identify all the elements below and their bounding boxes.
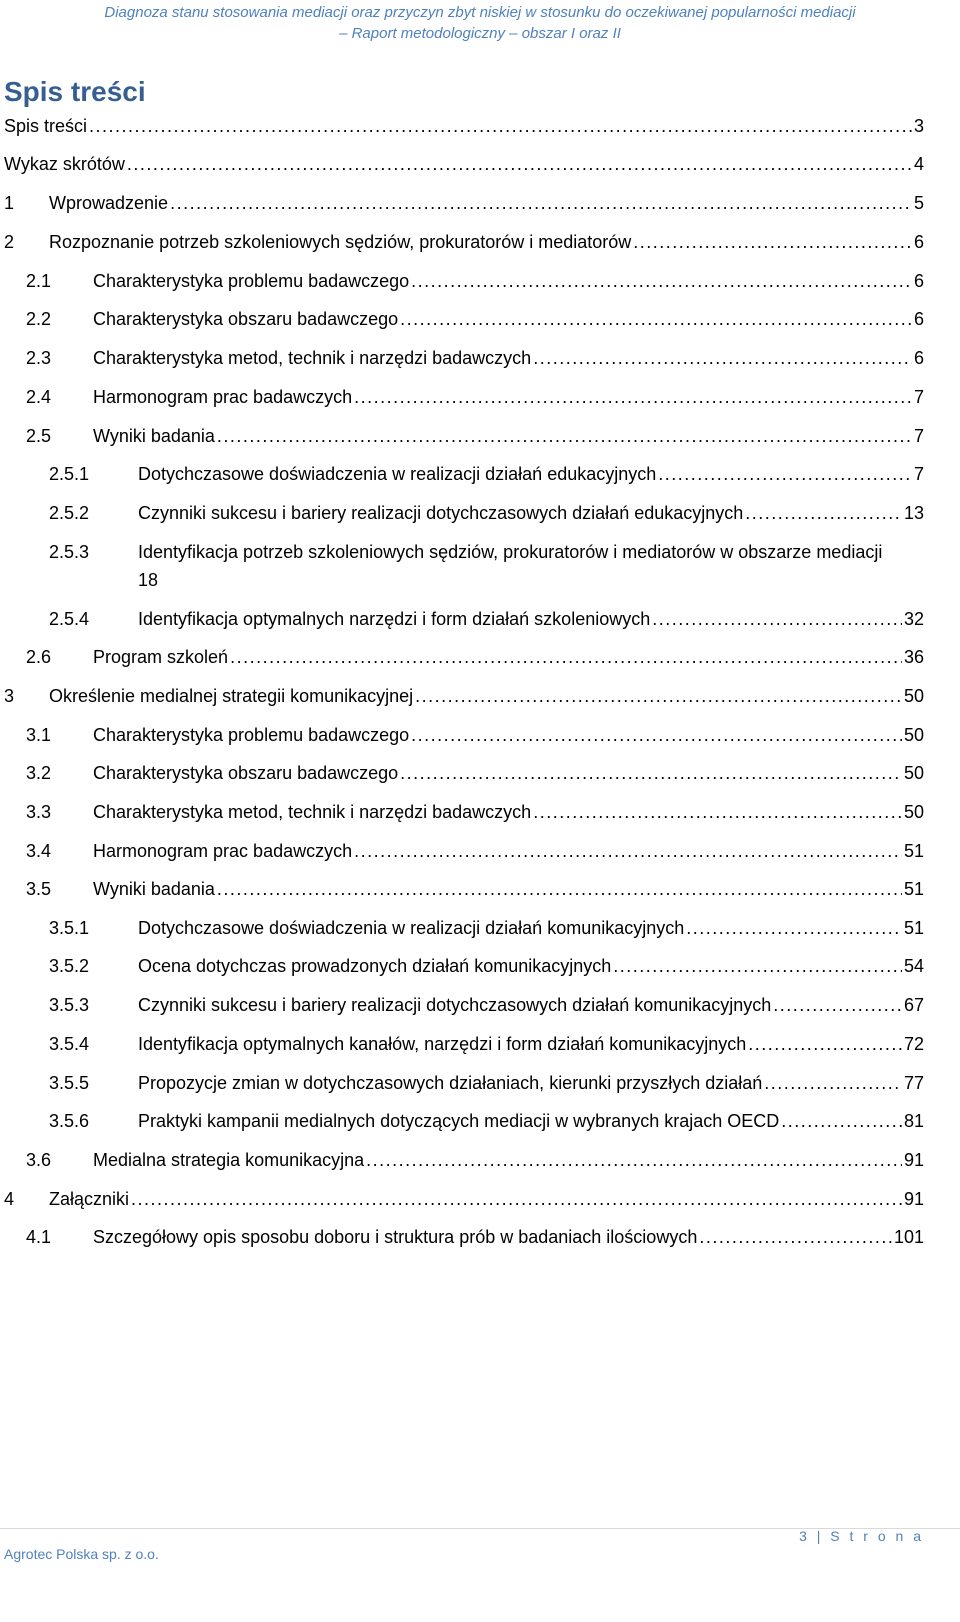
toc-entry-title: Identyfikacja optymalnych narzędzi i form działań szkoleniowych: [138, 609, 651, 629]
toc-entry-title: Identyfikacja optymalnych kanałów, narzędzi i form działań komunikacyjnych: [138, 1034, 747, 1054]
toc-entry-number: 2.1: [26, 271, 52, 291]
toc-entry-title: Wprowadzenie: [49, 193, 169, 213]
toc-entry[interactable]: [26, 344, 924, 372]
toc-entry[interactable]: [49, 914, 924, 942]
toc-entry-number: 1: [4, 193, 15, 213]
toc-entry-leader: [170, 189, 912, 217]
toc-entry-title: Określenie medialnej strategii komunikacyjnej: [49, 686, 414, 706]
toc-entry[interactable]: [26, 267, 924, 295]
header-line-2: – Raport metodologiczny – obszar I oraz II: [339, 25, 621, 42]
toc-entry-title: Praktyki kampanii medialnych dotyczących mediacji w wybranych krajach OECD: [138, 1111, 780, 1131]
toc-entry-number: 2.5.4: [49, 609, 90, 629]
toc-entry-title: Harmonogram prac badawczych: [93, 387, 353, 407]
toc-entry[interactable]: [4, 1185, 924, 1213]
toc-entry-title: Charakterystyka metod, technik i narzędzi badawczych: [93, 348, 532, 368]
toc-entry-page: 18: [138, 570, 159, 590]
toc-entry-page: 50: [903, 686, 924, 706]
toc-entry-title: Charakterystyka obszaru badawczego: [93, 309, 399, 329]
toc-entry-leader: [366, 1146, 902, 1174]
toc-entry[interactable]: [49, 1030, 924, 1058]
toc-entry-number: 4.1: [26, 1227, 52, 1247]
toc-entry-title: Czynniki sukcesu i bariery realizacji dotychczasowych działań komunikacyjnych: [138, 995, 772, 1015]
toc-entry-number: 3.5.3: [49, 995, 90, 1015]
toc-entry-number: 4: [4, 1189, 15, 1209]
toc-entry-page: 72: [903, 1034, 924, 1054]
toc-entry-leader: [415, 682, 902, 710]
toc-entry-number: 3.4: [26, 841, 52, 861]
toc-entry-title: Charakterystyka obszaru badawczego: [93, 763, 399, 783]
toc-entry-number: 2.5.1: [49, 464, 90, 484]
toc-entry[interactable]: [4, 682, 924, 710]
toc-entry[interactable]: [26, 422, 924, 450]
toc-entry[interactable]: [49, 499, 924, 527]
toc-entry[interactable]: [4, 112, 924, 140]
toc-entry-leader: [764, 1069, 902, 1097]
toc-entry-title: Program szkoleń: [93, 647, 229, 667]
toc-entry-number: 3.5.1: [49, 918, 90, 938]
toc-entry-title: Dotychczasowe doświadczenia w realizacji działań edukacyjnych: [138, 464, 657, 484]
toc-entry-page: 91: [903, 1189, 924, 1209]
toc-entry-title: Dotychczasowe doświadczenia w realizacji działań komunikacyjnych: [138, 918, 685, 938]
toc-entry-title: Szczegółowy opis sposobu doboru i struktura prób w badaniach ilościowych: [93, 1227, 698, 1247]
toc-entry[interactable]: [26, 1223, 924, 1251]
toc-entry-leader: [131, 1185, 902, 1213]
toc-entry-leader: [354, 383, 912, 411]
toc-title: Spis treści: [4, 76, 146, 107]
toc-entry-leader: [533, 798, 902, 826]
toc-entry-page: 77: [903, 1073, 924, 1093]
toc-entry-page: 50: [903, 802, 924, 822]
toc-entry-title: Harmonogram prac badawczych: [93, 841, 353, 861]
toc-entry-title: Charakterystyka problemu badawczego: [93, 725, 410, 745]
toc-entry-leader: [748, 1030, 902, 1058]
toc-entry[interactable]: [49, 952, 924, 980]
header-line-1: Diagnoza stanu stosowania mediacji oraz przyczyn zbyt niskiej w stosunku do oczekiwanej popularności mediacji: [104, 4, 856, 21]
toc-entry-number: 3.3: [26, 802, 52, 822]
toc-entry-page: 6: [913, 271, 924, 291]
toc-entry-number: 2: [4, 232, 15, 252]
toc-entry-leader: [633, 228, 912, 256]
toc-entry-leader: [699, 1223, 892, 1251]
toc-entry-number: 2.4: [26, 387, 52, 407]
toc-entry-page: 51: [903, 918, 924, 938]
toc-entry-page: 6: [913, 232, 924, 252]
toc-entry-title: Medialna strategia komunikacyjna: [93, 1150, 365, 1170]
toc-entry-leader: [658, 460, 912, 488]
toc-entry-number: 3.5: [26, 879, 52, 899]
toc-entry-number: 3.5.2: [49, 956, 90, 976]
toc-entry[interactable]: [26, 383, 924, 411]
toc-entry[interactable]: [49, 605, 924, 633]
toc-entry-leader: [613, 952, 902, 980]
toc-entry[interactable]: [49, 1069, 924, 1097]
toc-entry-page: 5: [913, 193, 924, 213]
toc-entry-page: 91: [903, 1150, 924, 1170]
toc-entry-leader: [354, 837, 902, 865]
toc-entry-leader: [686, 914, 902, 942]
toc-entry-page: 7: [913, 387, 924, 407]
toc-entry-number: 3.5.5: [49, 1073, 90, 1093]
toc-entry-page: 32: [903, 609, 924, 629]
toc-entry-title: Charakterystyka problemu badawczego: [93, 271, 410, 291]
toc-entry[interactable]: [26, 643, 924, 671]
toc-entry-leader: [217, 875, 902, 903]
toc-entry-leader: [230, 643, 902, 671]
toc-entry-number: 3.5.4: [49, 1034, 90, 1054]
toc-entry[interactable]: [26, 1146, 924, 1174]
toc-entry-title: Czynniki sukcesu i bariery realizacji dotychczasowych działań edukacyjnych: [138, 503, 744, 523]
toc-entry[interactable]: [26, 837, 924, 865]
toc-entry-number: 2.2: [26, 309, 52, 329]
toc-entry-title: Wyniki badania: [93, 426, 215, 446]
toc-entry[interactable]: [49, 991, 924, 1019]
toc-entry-page: 81: [903, 1111, 924, 1131]
toc-entry[interactable]: [26, 875, 924, 903]
toc-entry-title: Wyniki badania: [93, 879, 215, 899]
toc-entry-title: Wykaz skrótów: [4, 154, 125, 174]
toc-entry-leader: [745, 499, 902, 527]
toc-entry-number: 2.6: [26, 647, 52, 667]
toc-entry-page: 51: [903, 879, 924, 899]
toc-entry[interactable]: [49, 538, 924, 590]
toc-entry[interactable]: [26, 305, 924, 333]
footer-page-number: 3 | S t r o n a: [799, 1528, 924, 1544]
toc-entry[interactable]: [49, 1107, 924, 1135]
toc-entry-leader: [652, 605, 902, 633]
toc-entry-title: Identyfikacja potrzeb szkoleniowych sędziów, prokuratorów i mediatorów w obszarze mediacji: [138, 542, 883, 562]
toc-entry-page: 36: [903, 647, 924, 667]
toc-entry-leader: [411, 721, 902, 749]
toc-entry-title: Charakterystyka metod, technik i narzędzi badawczych: [93, 802, 532, 822]
toc-entry[interactable]: [26, 721, 924, 749]
toc-entry-page: 7: [913, 464, 924, 484]
toc-entry-page: 7: [913, 426, 924, 446]
toc-entry-page: 101: [893, 1227, 924, 1247]
toc-entry-title: Rozpoznanie potrzeb szkoleniowych sędziów, prokuratorów i mediatorów: [49, 232, 632, 252]
toc-entry[interactable]: [4, 189, 924, 217]
toc-entry[interactable]: [4, 150, 924, 178]
toc-entry-page: 6: [913, 348, 924, 368]
toc-entry-title: Spis treści: [4, 116, 88, 136]
toc-entry-page: 54: [903, 956, 924, 976]
toc-entry-leader: [533, 344, 912, 372]
toc-entry-title: Propozycje zmian w dotychczasowych działaniach, kierunki przyszłych działań: [138, 1073, 763, 1093]
toc-entry[interactable]: [26, 798, 924, 826]
toc-entry-leader: [773, 991, 902, 1019]
toc-entry-number: 3.6: [26, 1150, 52, 1170]
toc-entry-number: 3.2: [26, 763, 52, 783]
toc-entry-leader: [217, 422, 912, 450]
toc-entry-leader: [400, 305, 912, 333]
toc-entry[interactable]: [26, 759, 924, 787]
toc-entry-page: 3: [913, 116, 924, 136]
toc-entry-number: 3.5.6: [49, 1111, 90, 1131]
toc-entry-page: 4: [913, 154, 924, 174]
toc-entry-number: 2.5.2: [49, 503, 90, 523]
toc-entry-leader: [127, 150, 912, 178]
toc-entry-leader: [411, 267, 912, 295]
toc-entry-title: Załączniki: [49, 1189, 130, 1209]
toc-entry[interactable]: [4, 228, 924, 256]
toc-entry-page: 13: [903, 503, 924, 523]
toc-entry-number: 2.5: [26, 426, 52, 446]
toc-entry-leader: [781, 1107, 902, 1135]
toc-entry-leader: [400, 759, 902, 787]
toc-entry-number: 2.3: [26, 348, 52, 368]
toc-entry-title: Ocena dotychczas prowadzonych działań komunikacyjnych: [138, 956, 612, 976]
toc-entry-page: 51: [903, 841, 924, 861]
toc-entry-number: 3: [4, 686, 15, 706]
toc-entry-leader: [89, 112, 912, 140]
toc-entry[interactable]: [49, 460, 924, 488]
toc-entry-page: 67: [903, 995, 924, 1015]
footer-company: Agrotec Polska sp. z o.o.: [4, 1546, 159, 1562]
toc-entry-page: 50: [903, 763, 924, 783]
toc-entry-page: 50: [903, 725, 924, 745]
toc-entry-number: 3.1: [26, 725, 52, 745]
toc-entry-page: 6: [913, 309, 924, 329]
toc-entry-number: 2.5.3: [49, 542, 90, 562]
